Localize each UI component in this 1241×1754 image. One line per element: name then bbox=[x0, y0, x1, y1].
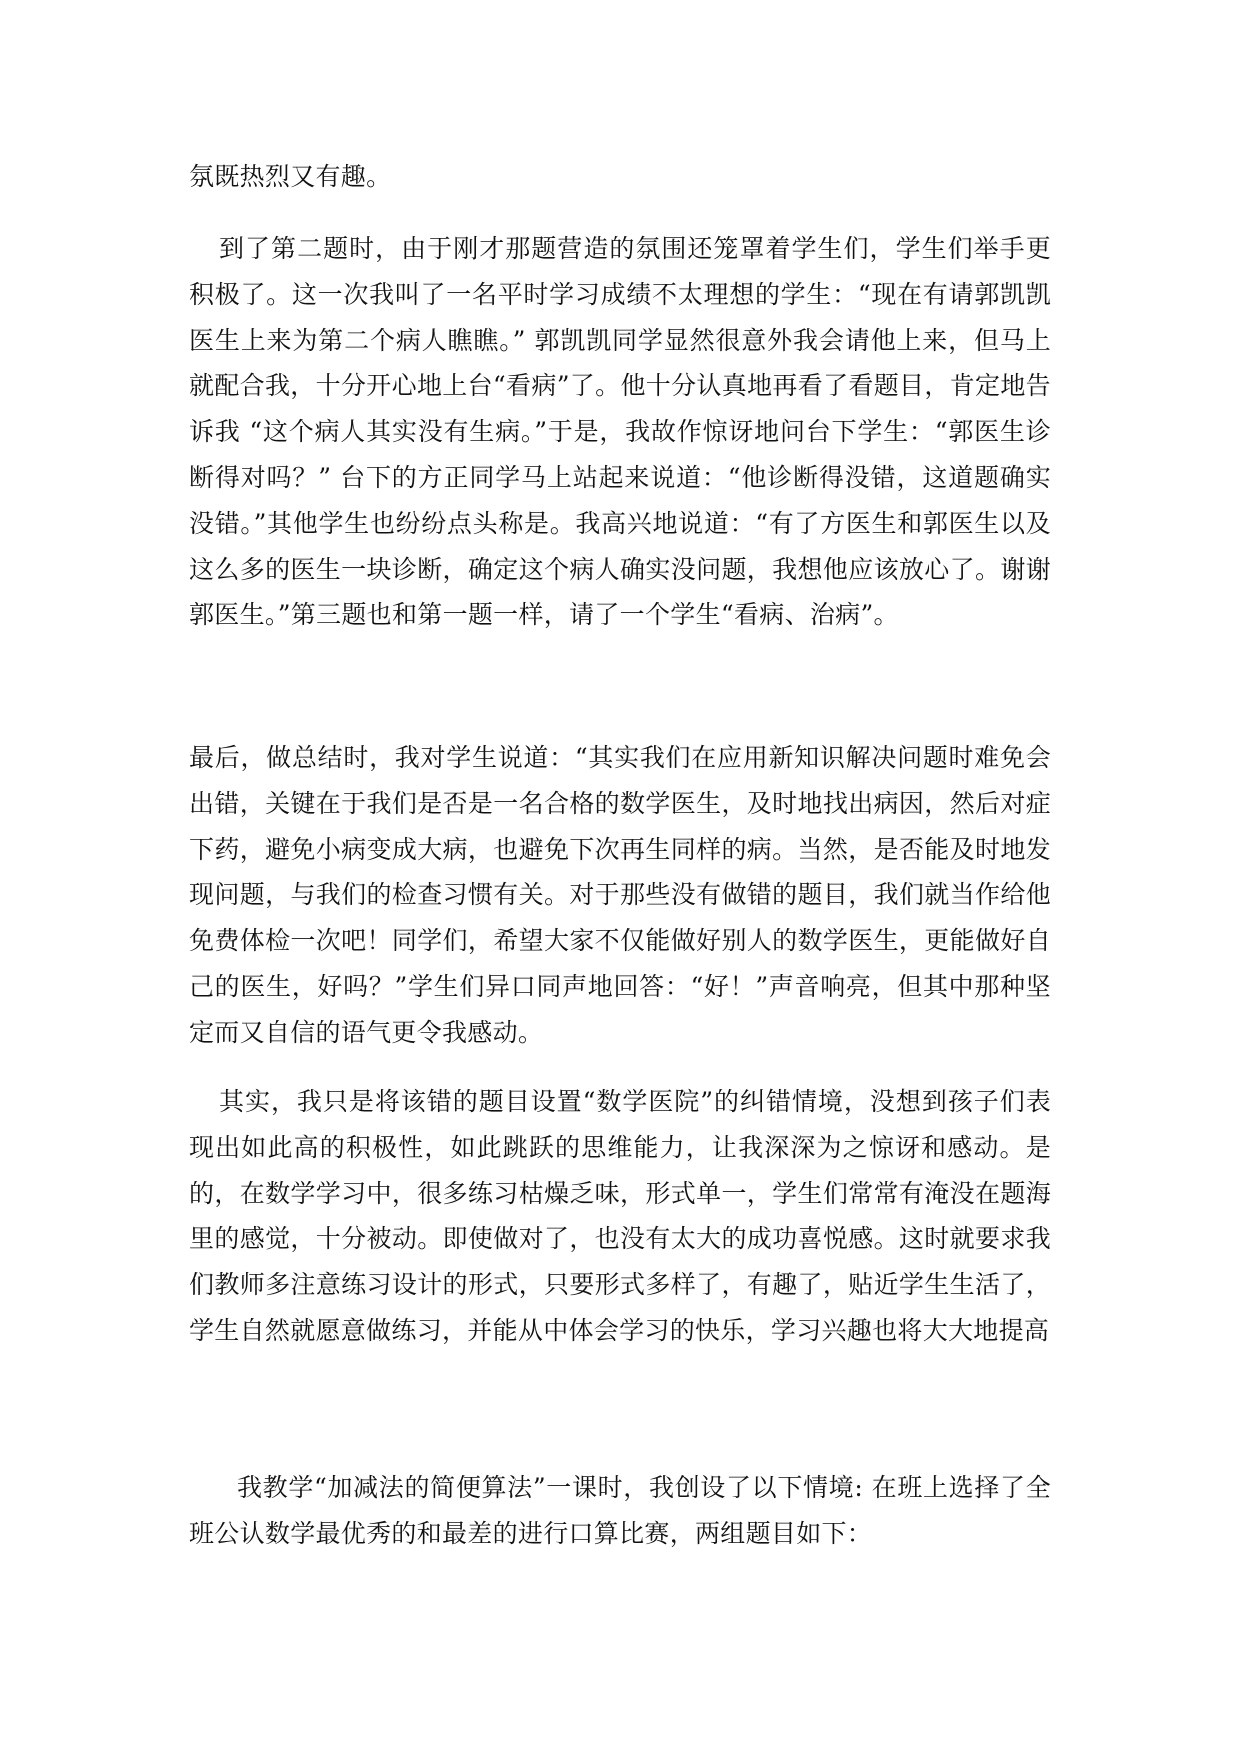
paragraph-5: 我教学“加减法的简便算法”一课时，我创设了以下情境: 在班上选择了全班公认数学最优秀的和最差的进行口算比赛，两组题目如下： bbox=[189, 1473, 1051, 1548]
paragraph-2: 到了第二题时，由于刚才那题营造的氛围还笼罩着学生们，学生们举手更积极了。这一次我叫了一名平时学习成绩不太理想的学生：“现在有请郭凯凯医生上来为第二个病人瞧瞧。” 郭凯凯同学显然很意外我会请他上来，但马上就配合我，十分开心地上台“看病”了。他十分认真地再看了看题目，肯定地告诉我 “这个病人其实没有生病。”于是，我故作惊讶地问台下学生：“郭医生诊断得对吗？” 台下的方正同学马上站起来说道：“他诊断得没错，这道题确实没错。”其他学生也纷纷点头称是。我高兴地说道：“有了方医生和郭医生以及这么多的医生一块诊断，确定这个病人确实没问题，我想他应该放心了。谢谢郭医生。”第三题也和第一题一样，请了一个学生“看病、治病”。 bbox=[189, 234, 1051, 630]
paragraph-1: 氛既热烈又有趣。 bbox=[189, 162, 392, 191]
paragraph-3: 最后，做总结时，我对学生说道：“其实我们在应用新知识解决问题时难免会出错，关键在于我们是否是一名合格的数学医生，及时地找出病因，然后对症下药，避免小病变成大病，也避免下次再生同样的病。当然，是否能及时地发现问题，与我们的检查习惯有关。对于那些没有做错的题目，我们就当作给他免费体检一次吧！同学们，希望大家不仅能做好别人的数学医生，更能做好自己的医生，好吗？”学生们异口同声地回答：“好！”声音响亮，但其中那种坚定而又自信的语气更令我感动。 bbox=[189, 743, 1051, 1047]
paragraph-4: 其实，我只是将该错的题目设置“数学医院”的纠错情境，没想到孩子们表现出如此高的积极性，如此跳跃的思维能力，让我深深为之惊讶和感动。是的，在数学学习中，很多练习枯燥乏味，形式单一，学生们常常有淹没在题海里的感觉，十分被动。即使做对了，也没有太大的成功喜悦感。这时就要求我们教师多注意练习设计的形式，只要形式多样了，有趣了，贴近学生生活了，学生自然就愿意做练习，并能从中体会学习的快乐，学习兴趣也将大大地提高 bbox=[189, 1087, 1051, 1345]
